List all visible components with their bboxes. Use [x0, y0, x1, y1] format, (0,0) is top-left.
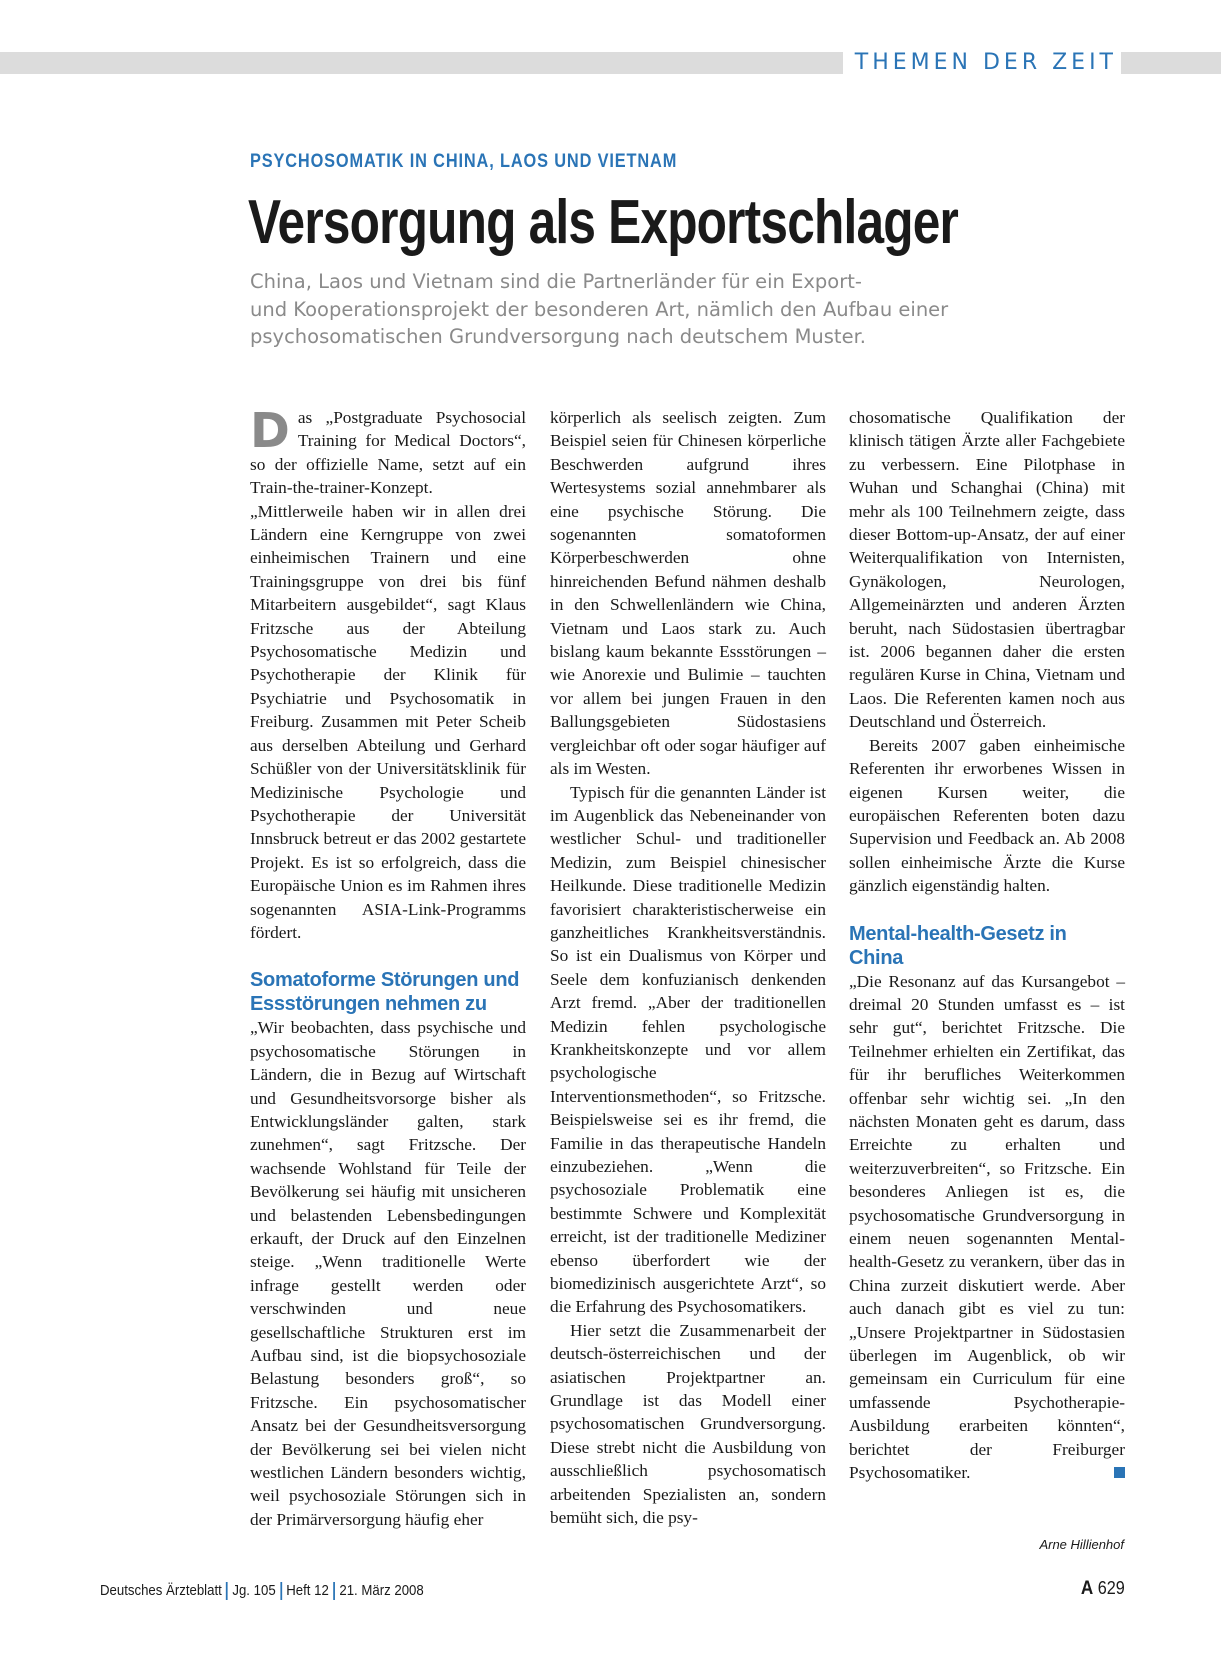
paragraph: [250, 403, 526, 944]
text-column-2: [550, 406, 826, 1530]
paragraph-text: „Die Resonanz auf das Kursangebot – dreimal 20 Stunden umfasst es – ist sehr gut“, berichtet Fritzsche. Die Teilnehmer erhielten ein Zertifikat, das für ihr berufliches Weiterkommen offenbar sehr wichtig sei. „In den nächsten Monaten geht es darum, dass Erreichte zu erhalten und weiterzuverbreiten“, so Fritzsche. Ein besonderes Anliegen ist es, die psychosomatische Grundversorgung in einem neuen sogenannten Mental-health-Gesetz zu verankern, über das in China zurzeit diskutiert werde. Aber auch danach gibt es viel zu tun: „Unsere Projektpartner in Südostasien überlegen im Augenblick, ob wir gemeinsam ein Curriculum für eine umfassende Psychotherapie-Ausbildung erarbeiten könnten“, berichtet der Freiburger Psychosomatiker.: [849, 971, 1125, 1483]
lead-line: China, Laos und Vietnam sind die Partnerländer für ein Export-: [250, 270, 862, 293]
paragraph: „Wir beobachten, dass psychische und psychosomatische Störungen in Ländern, die in Bezug auf Wirtschaft und Gesundheitsvorsorge bisher als Entwicklungsländer galten, stark zunehmen“, sagt Fritzsche. Der wachsende Wohlstand für Teile der Bevölkerung sei häufig mit unsicheren und belastenden Lebensbedingungen erkauft, der Druck auf den Einzelnen steige. „Wenn traditionelle Werte infrage gestellt werden oder verschwinden und neue gesellschaftliche Strukturen erst im Aufbau sind, ist die biopsychosoziale Belastung besonders groß“, so Fritzsche. Ein psychosomatischer Ansatz bei der Gesundheitsversorgung der Bevölkerung sei bei vielen nicht westlichen Ländern besonders wichtig, weil psychosoziale Störungen sich in der Primärversorgung häufig eher: [250, 1018, 526, 1529]
paragraph: Typisch für die genannten Länder ist im Augenblick das Nebeneinander von westlicher Schul- und traditioneller Medizin, zum Beispiel chinesischer Heilkunde. Diese traditionelle Medizin favorisiert charakteristischerweise ein ganzheitliches Krankheitsverständnis. So ist ein Dualismus von Körper und Seele dem konfuzianisch denkenden Arzt fremd. „Aber der traditionellen Medizin fehlen psychologische Krankheitskonzepte und vor allem psychologische Interventionsmethoden“, so Fritzsche. Beispielsweise sei es ihr fremd, die Familie in das therapeutische Handeln einzubeziehen. „Wenn die psychosoziale Problematik eine bestimmte Schwere und Komplexität erreicht, ist der traditionelle Mediziner ebenso überfordert wie der biomedizinisch ausgerichtete Arzt“, so die Erfahrung des Psychosomatikers.: [550, 782, 826, 1317]
footer-citation: [100, 1582, 424, 1600]
lead-line: und Kooperationsprojekt der besonderen Art, nämlich den Aufbau einer: [250, 297, 949, 321]
section-label: THEMEN DER ZEIT: [843, 50, 1121, 76]
end-mark-icon: [1114, 1467, 1125, 1478]
article-kicker: PSYCHOSOMATIK IN CHINA, LAOS UND VIETNAM: [250, 151, 678, 172]
author-byline: Arne Hillienhof: [1039, 1537, 1124, 1552]
paragraph: chosomatische Qualifikation der klinisch tätigen Ärzte aller Fachgebiete zu verbessern. Eine Pilotphase in Wuhan und Schanghai (China) mit mehr als 100 Teilnehmern zeigte, dass dieser Bottom-up-Ansatz, der auf einer Weiterqualifikation von Internisten, Gynäkologen, Neurologen, Allgemeinärzten und anderen Ärzten beruht, nach Südostasien übertragbar ist. 2006 begannen daher die ersten regulären Kurse in China, Vietnam und Laos. Die Referenten kamen noch aus Deutschland und Österreich.: [849, 408, 1125, 732]
text-column-1: [250, 403, 526, 1531]
page-prefix: A: [1081, 1578, 1094, 1599]
journal-volume: Jg. 105: [232, 1582, 276, 1599]
paragraph: [849, 970, 1125, 1485]
divider: [333, 1582, 335, 1600]
paragraph: Hier setzt die Zusammenarbeit der deutsch-österreichischen und der asiatischen Projektpartner an. Grundlage ist das Modell einer psychosomatischen Grundversorgung. Diese strebt nicht die Ausbildung von ausschließlich psychosomatisch arbeitenden Spezialisten an, sondern bemüht sich, die psy-: [550, 1320, 826, 1528]
lead-line: psychosomatischen Grundversorgung nach deutschem Muster.: [250, 325, 867, 349]
paragraph: körperlich als seelisch zeigten. Zum Beispiel seien für Chinesen körperliche Beschwerden aufgrund ihres Wertesystems sozial annehmbarer als eine psychische Störung. Die sogenannten somatoformen Körperbeschwerden ohne hinreichenden Befund nähmen deshalb in den Schwellenländern wie China, Vietnam und Laos stark zu. Auch bislang kaum bekannte Essstörungen – wie Anorexie und Bulimie – tauchten vor allem bei jungen Frauen in den Ballungsgebieten Südostasiens vergleichbar oft oder sogar häufiger auf als im Westen.: [550, 408, 826, 779]
journal-name: Deutsches Ärzteblatt: [100, 1582, 222, 1599]
drop-cap: D: [250, 403, 290, 459]
divider: [280, 1582, 282, 1600]
paragraph: Bereits 2007 gaben einheimische Referenten ihr erworbenes Wissen in eigenen Kursen weiter, die europäischen Referenten boten dazu Supervision und Feedback an. Ab 2008 sollen einheimische Ärzte die Kurse gänzlich eigenständig halten.: [849, 735, 1125, 896]
subheading: Somatoforme Störungen und Essstörungen nehmen zu: [250, 969, 520, 1016]
text-column-3: [849, 406, 1125, 1484]
page-number: [1081, 1578, 1125, 1600]
journal-date: 21. März 2008: [339, 1582, 424, 1599]
journal-issue: Heft 12: [286, 1582, 329, 1599]
divider: [226, 1582, 228, 1600]
article-lead: [250, 268, 1010, 351]
paragraph-text: as „Postgraduate Psychosocial Training for Medical Doctors“, so der offizielle Name, setzt auf ein Train-the-trainer-Konzept. „Mittlerweile haben wir in allen drei Ländern eine Kerngruppe von zwei einheimischen Trainern und eine Trainingsgruppe von drei bis fünf Mitarbeitern ausgebildet“, sagt Klaus Fritzsche aus der Abteilung Psychosomatische Medizin und Psychotherapie der Klinik für Psychiatrie und Psychosomatik in Freiburg. Zusammen mit Peter Scheib aus derselben Abteilung und Gerhard Schüßler von der Universitätsklinik für Medizinische Psychologie und Psychotherapie der Universität Innsbruck betreut er das 2002 gestartete Projekt. Es ist so erfolgreich, dass die Europäische Union es im Rahmen ihres sogenannten ASIA-Link-Programms fördert.: [250, 408, 526, 942]
page-number-value: 629: [1097, 1578, 1125, 1598]
article-title: Versorgung als Exportschlager: [248, 188, 959, 257]
subheading: Mental-health-Gesetz in China: [849, 922, 1067, 969]
